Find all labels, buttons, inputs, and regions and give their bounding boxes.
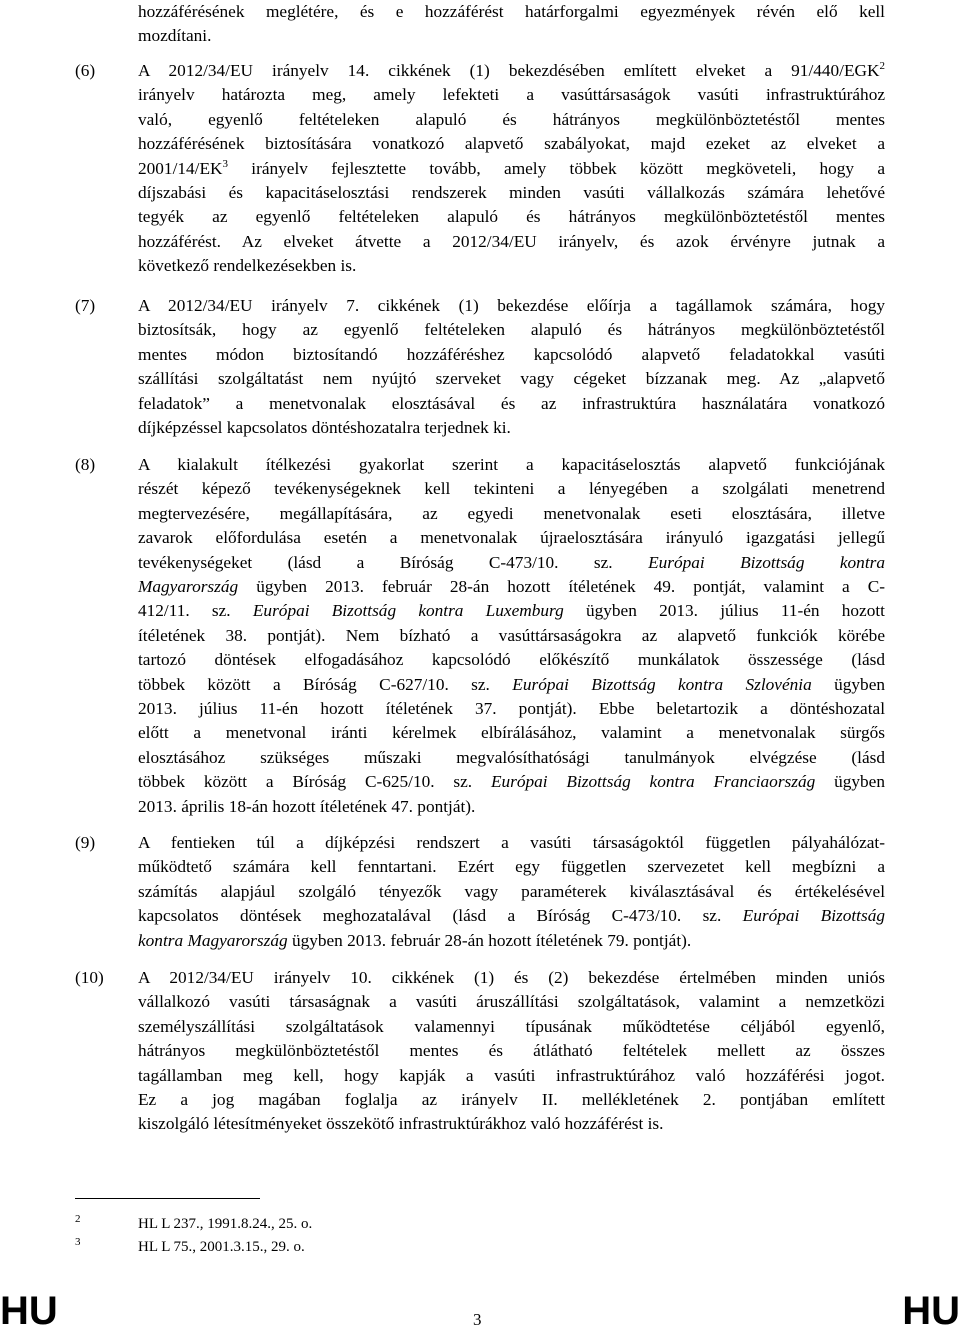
- footnote-divider: [75, 1198, 260, 1199]
- text-line: 2013. április 18-án hozott ítéletének 47. pontját).: [138, 796, 476, 816]
- paragraph-number: (9): [75, 833, 96, 852]
- text-line: részét képező tevékenységeknek kell tekinteni a lényegében a szolgálati menetrend: [138, 479, 885, 499]
- text-line: kontra Magyarország ügyben 2013. február 28-án hozott ítéletének 79. pontját).: [138, 930, 692, 950]
- text-line: megtervezésére, megállapítására, az egyedi menetvonalak eseti elosztására, illetve: [138, 503, 885, 523]
- text-line: személyszállítási szolgáltatások valamennyi típusának működtetése céljából egyenlő,: [138, 1016, 885, 1036]
- text-line: kapcsolatos döntések meghozatalával (lásd a Bíróság C-473/10. sz. Európai Bizottság: [138, 906, 885, 926]
- text-line: hozzáférést. Az elveket átvette a 2012/34/EU irányelv, és azok érvényre jutnak a: [138, 231, 885, 251]
- paragraph-number: (8): [75, 455, 96, 474]
- text-line: hátrányos megkülönböztetéstől mentes és átlátható feltételek mellett az összes: [138, 1041, 885, 1061]
- text-line: Ez a jog magában foglalja az irányelv II. mellékletének 2. pontjában említett: [138, 1090, 885, 1110]
- text-line: zavarok előfordulása esetén a menetvonalak újraelosztására irányuló igazgatási jellegű: [138, 528, 885, 548]
- text-line: A 2012/34/EU irányelv 14. cikkének (1) bekezdésében említett elveket a 91/440/EGK$^2$: [138, 60, 885, 80]
- case-name: Európai Bizottság kontra Franciaország: [490, 772, 816, 792]
- text-line: számítás alapjául szolgáló tényezők vagy paraméterek kiválasztásával és értékelésével: [138, 881, 885, 901]
- text-line: többek között a Bíróság C-627/10. sz. Európai Bizottság kontra Szlovénia ügyben: [138, 674, 885, 694]
- page-number: 3: [473, 1310, 482, 1329]
- text-line: tevékenységeket (lásd a Bíróság C-473/10. sz. Európai Bizottság kontra: [138, 552, 885, 572]
- text-line: A fentieken túl a díjképzési rendszert a vasúti társaságoktól független pályahálózat-: [138, 833, 885, 852]
- footnote-mark: 3: [75, 1236, 81, 1248]
- paragraph-number: (10): [75, 968, 104, 987]
- case-name: Magyarország: [138, 577, 239, 597]
- text-line: vállalkozó vasúti társaságnak a vasúti áruszállítási szolgáltatások, valamint a nemzetközi: [138, 992, 885, 1012]
- footnote-ref: 2: [879, 60, 885, 72]
- text-line: kiszolgáló létesítményeket összekötő infrastruktúrákhoz való hozzáférést is.: [138, 1114, 664, 1134]
- text-line: A 2012/34/EU irányelv 7. cikkének (1) bekezdése előírja a tagállamok számára, hogy: [138, 296, 885, 315]
- text-line: Magyarország ügyben 2013. február 28-án hozott ítéletének 49. pontját, valamint a C-: [138, 577, 885, 597]
- text-line: elosztásához szükséges műszaki megvalósíthatósági tanulmányok elvégzése (lásd: [138, 747, 885, 767]
- text-line: A 2012/34/EU irányelv 10. cikkének (1) és (2) bekezdése értelmében minden uniós: [138, 968, 885, 987]
- text-line: feladatok” a menetvonalak elosztásával és az infrastruktúra használatára vonatkozó: [138, 393, 885, 413]
- footnote-text: HL L 237., 1991.8.24., 25. o.: [138, 1216, 313, 1232]
- text-line: 2013. július 11-én hozott ítéletének 37. pontját). Ebbe beletartozik a döntéshozatal: [138, 699, 885, 719]
- text-line: irányelv határozta meg, amely lefekteti a vasúttársaságok vasúti infrastruktúrához: [138, 85, 885, 105]
- text-line: biztosítsák, hogy az egyenlő feltételeken alapuló és hátrányos megkülönböztetéstől: [138, 320, 885, 340]
- footnote-ref: 3: [222, 157, 228, 170]
- text-line: működtető számára kell fenntartani. Ezért egy független szervezetet kell megbízni a: [138, 857, 885, 877]
- language-code-left: HU: [0, 1289, 58, 1333]
- text-line: A kialakult ítélkezési gyakorlat szerint a kapacitáselosztás alapvető funkciójának: [138, 455, 885, 474]
- text-line: 412/11. sz. Európai Bizottság kontra Luxemburg ügyben 2013. július 11-én hozott: [138, 601, 885, 621]
- footnote-text: HL L 75., 2001.3.15., 29. o.: [138, 1239, 305, 1255]
- case-name: Európai Bizottság: [742, 906, 885, 926]
- text-line: hozzáférésének meglétére, és e hozzáférést határforgalmi egyezmények révén elő kell: [138, 2, 885, 21]
- paragraph-number: (7): [75, 296, 96, 315]
- text-line: ítéletének 38. pontját). Nem bízható a vasúttársaságokra az alapvető funkciók körébe: [138, 625, 885, 645]
- footnote-mark: 2: [75, 1213, 81, 1225]
- text-line: következő rendelkezésekben is.: [138, 256, 357, 276]
- text-line: mozdítani.: [138, 26, 212, 46]
- text-line: mentes módon biztosítandó hozzáféréshez kapcsolódó alapvető feladatokkal vasúti: [138, 344, 885, 364]
- case-name: Európai Bizottság kontra Szlovénia: [512, 674, 812, 694]
- case-name: kontra Magyarország: [138, 930, 288, 950]
- text-line: tegyék az egyenlő feltételeken alapuló és hátrányos megkülönböztetéstől mentes: [138, 207, 885, 227]
- text-line: $2001/14/EK^3$ irányelv fejlesztette tovább, amely többek között megköveteli, hogy a: [138, 157, 885, 178]
- text-line: többek között a Bíróság C-625/10. sz. Európai Bizottság kontra Franciaország ügyben: [138, 772, 885, 792]
- language-code-right: HU: [902, 1289, 960, 1333]
- paragraph-number: (6): [75, 61, 96, 80]
- text-line: való, egyenlő feltételeken alapuló és hátrányos megkülönböztetéstől mentes: [138, 109, 885, 129]
- text-line: díjképzéssel kapcsolatos döntéshozatalra terjednek ki.: [138, 418, 511, 438]
- text-line: hozzáférésének biztosítására vonatkozó alapvető szabályokat, majd ezeket az elveket a: [138, 134, 885, 154]
- case-name: Európai Bizottság kontra Luxemburg: [252, 601, 564, 621]
- text-line: előtt a menetvonal iránti kérelmek elbírálásához, valamint a menetvonalak sürgős: [138, 723, 885, 743]
- text-line: díjszabási és kapacitáselosztási rendszerek minden vasúti vállalkozás számára lehetővé: [138, 183, 885, 203]
- text-line: szállítási szolgáltatást nem nyújtó szerveket vagy cégeket bízzanak meg. Az „alapvető: [138, 369, 885, 389]
- text-line: tagállamban meg kell, hogy kapják a vasúti infrastruktúrához való hozzáférési jogot.: [138, 1065, 885, 1085]
- case-name: Európai Bizottság kontra: [648, 552, 885, 572]
- text-line: tartozó döntések elfogadásához kapcsolódó előkészítő munkálatok összessége (lásd: [138, 650, 885, 670]
